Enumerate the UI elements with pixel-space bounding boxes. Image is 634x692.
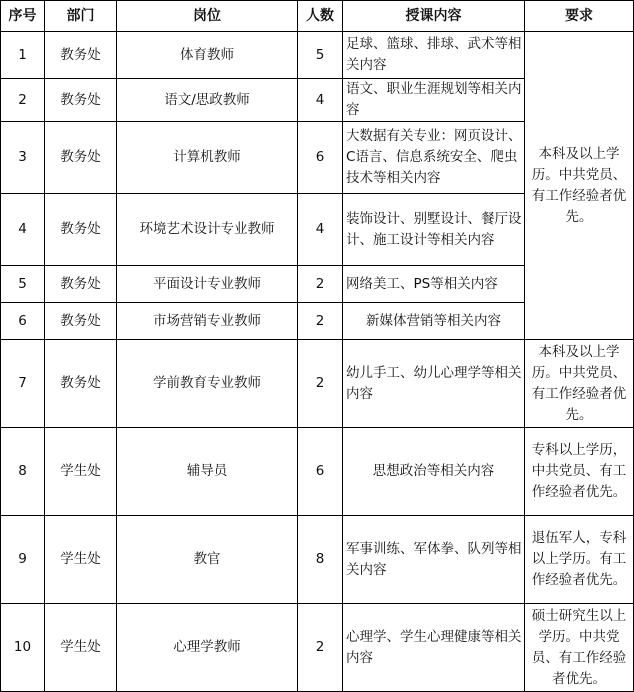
row-post: 学前教育专业教师 <box>117 340 298 428</box>
row-requirement: 本科及以上学历。中共党员、有工作经验者优先。 <box>525 340 634 428</box>
row-count: 2 <box>298 266 343 303</box>
row-post: 市场营销专业教师 <box>117 303 298 340</box>
row-requirement-merged: 本科及以上学历。中共党员、有工作经验者优先。 <box>525 32 634 340</box>
table-row <box>1 340 634 428</box>
row-requirement: 专科以上学历，中共党员、有工作经验者优先。 <box>525 428 634 516</box>
row-count: 2 <box>298 340 343 428</box>
header-row <box>1 1 634 32</box>
row-count: 6 <box>298 428 343 516</box>
row-content: 大数据有关专业：网页设计、C语言、信息系统安全、爬虫技术等相关内容 <box>343 122 525 194</box>
row-no: 4 <box>1 194 45 266</box>
row-dept: 教务处 <box>45 194 117 266</box>
header-dept: 部门 <box>45 1 117 32</box>
row-post: 语文/思政教师 <box>117 79 298 122</box>
table-row <box>1 604 634 692</box>
row-dept: 教务处 <box>45 340 117 428</box>
row-post: 心理学教师 <box>117 604 298 692</box>
header-content: 授课内容 <box>343 1 525 32</box>
row-count: 4 <box>298 79 343 122</box>
row-no: 8 <box>1 428 45 516</box>
row-post: 平面设计专业教师 <box>117 266 298 303</box>
table-row <box>1 516 634 604</box>
row-content: 心理学、学生心理健康等相关内容 <box>343 604 525 692</box>
row-dept: 学生处 <box>45 428 117 516</box>
row-dept: 学生处 <box>45 516 117 604</box>
row-dept: 教务处 <box>45 79 117 122</box>
row-count: 8 <box>298 516 343 604</box>
row-post: 体育教师 <box>117 32 298 79</box>
row-no: 5 <box>1 266 45 303</box>
row-post: 辅导员 <box>117 428 298 516</box>
row-content: 足球、篮球、排球、武术等相关内容 <box>343 32 525 79</box>
row-no: 2 <box>1 79 45 122</box>
row-count: 5 <box>298 32 343 79</box>
table-row <box>1 428 634 516</box>
row-content: 思想政治等相关内容 <box>343 428 525 516</box>
row-no: 9 <box>1 516 45 604</box>
row-no: 1 <box>1 32 45 79</box>
row-dept: 教务处 <box>45 32 117 79</box>
row-content: 语文、职业生涯规划等相关内容 <box>343 79 525 122</box>
row-no: 3 <box>1 122 45 194</box>
row-count: 6 <box>298 122 343 194</box>
header-no: 序号 <box>1 1 45 32</box>
row-content: 装饰设计、别墅设计、餐厅设计、施工设计等相关内容 <box>343 194 525 266</box>
row-content: 幼儿手工、幼儿心理学等相关内容 <box>343 340 525 428</box>
row-dept: 教务处 <box>45 303 117 340</box>
row-count: 2 <box>298 604 343 692</box>
row-count: 2 <box>298 303 343 340</box>
header-count: 人数 <box>298 1 343 32</box>
table-row <box>1 32 634 79</box>
row-no: 6 <box>1 303 45 340</box>
row-count: 4 <box>298 194 343 266</box>
row-content: 新媒体营销等相关内容 <box>343 303 525 340</box>
row-content: 军事训练、军体拳、队列等相关内容 <box>343 516 525 604</box>
row-post: 环境艺术设计专业教师 <box>117 194 298 266</box>
row-post: 教官 <box>117 516 298 604</box>
header-post: 岗位 <box>117 1 298 32</box>
row-dept: 教务处 <box>45 266 117 303</box>
row-requirement: 硕士研究生以上学历。中共党员、有工作经验者优先。 <box>525 604 634 692</box>
row-content: 网络美工、PS等相关内容 <box>343 266 525 303</box>
row-no: 7 <box>1 340 45 428</box>
row-no: 10 <box>1 604 45 692</box>
row-requirement: 退伍军人，专科以上学历。有工作经验者优先。 <box>525 516 634 604</box>
header-requirement: 要求 <box>525 1 634 32</box>
row-post: 计算机教师 <box>117 122 298 194</box>
row-dept: 教务处 <box>45 122 117 194</box>
row-dept: 学生处 <box>45 604 117 692</box>
